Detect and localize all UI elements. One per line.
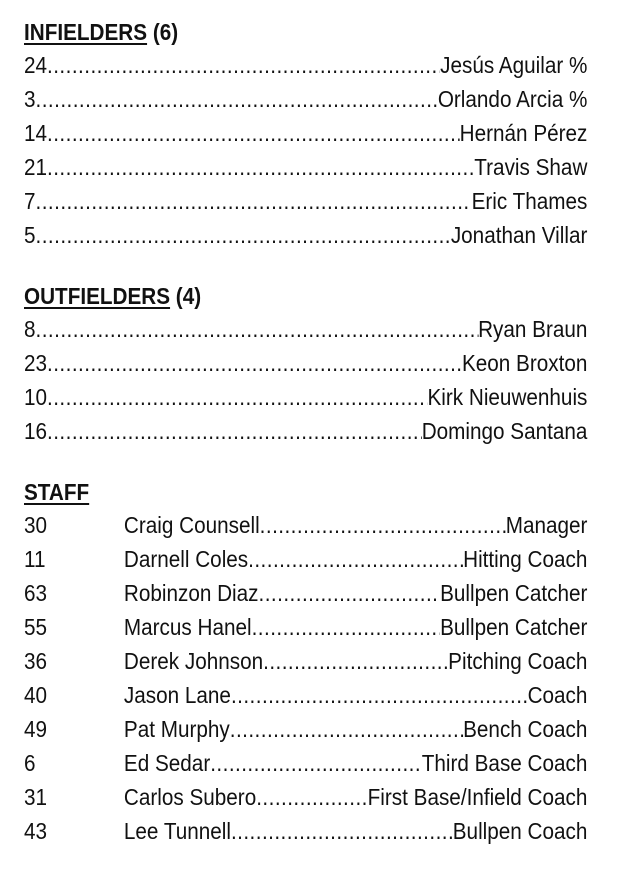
player-row xyxy=(24,312,587,346)
staff-row xyxy=(24,678,587,712)
player-row xyxy=(24,218,587,252)
staff-number: 63 xyxy=(24,580,48,606)
staff-number: 55 xyxy=(24,614,48,640)
staff-number: 40 xyxy=(24,682,48,708)
player-row xyxy=(24,414,587,448)
player-name: Jesús Aguilar % xyxy=(440,52,588,78)
staff-name: Lee Tunnell xyxy=(123,818,231,844)
staff-number: 36 xyxy=(24,648,48,674)
dot-leader xyxy=(47,48,440,82)
player-number: 3 xyxy=(24,86,36,112)
dot-leader xyxy=(248,542,463,576)
staff-row xyxy=(24,644,587,678)
player-row xyxy=(24,184,587,218)
player-row xyxy=(24,48,587,82)
dot-leader xyxy=(47,150,474,184)
dot-leader xyxy=(259,576,441,610)
dot-leader xyxy=(260,508,506,542)
dot-leader xyxy=(36,82,438,116)
player-number: 24 xyxy=(24,52,48,78)
dot-leader xyxy=(231,678,528,712)
outfielders-title: OUTFIELDERS xyxy=(24,283,171,309)
player-row xyxy=(24,346,587,380)
player-name: Orlando Arcia % xyxy=(437,86,588,112)
staff-number: 30 xyxy=(24,512,48,538)
staff-row xyxy=(24,814,587,848)
roster-page xyxy=(24,16,588,848)
player-row xyxy=(24,150,587,184)
infielders-list xyxy=(24,48,588,252)
infielders-title: INFIELDERS xyxy=(24,19,148,45)
staff-title: STAFF xyxy=(24,479,90,505)
player-number: 21 xyxy=(24,154,48,180)
staff-number: 49 xyxy=(24,716,48,742)
player-number: 5 xyxy=(24,222,36,248)
staff-role: Third Base Coach xyxy=(421,750,588,776)
dot-leader xyxy=(47,346,462,380)
staff-list xyxy=(24,508,588,848)
player-name: Kirk Nieuwenhuis xyxy=(427,384,588,410)
player-number: 14 xyxy=(24,120,48,146)
dot-leader xyxy=(230,712,463,746)
section-spacer xyxy=(24,252,588,280)
staff-role: Bullpen Catcher xyxy=(440,614,588,640)
outfielders-list xyxy=(24,312,588,448)
dot-leader xyxy=(36,184,472,218)
outfielders-count: (4) xyxy=(175,283,202,309)
dot-leader xyxy=(47,116,460,150)
dot-leader xyxy=(252,610,441,644)
player-name: Eric Thames xyxy=(471,188,588,214)
staff-row xyxy=(24,746,587,780)
player-row xyxy=(24,82,587,116)
dot-leader xyxy=(36,218,451,252)
infielders-heading xyxy=(24,16,532,48)
player-number: 16 xyxy=(24,418,48,444)
staff-name: Jason Lane xyxy=(123,682,231,708)
staff-name: Marcus Hanel xyxy=(123,614,252,640)
staff-name: Carlos Subero xyxy=(123,784,257,810)
player-name: Jonathan Villar xyxy=(450,222,588,248)
staff-name: Craig Counsell xyxy=(123,512,260,538)
player-name: Keon Broxton xyxy=(461,350,588,376)
staff-number: 11 xyxy=(24,546,46,572)
staff-role: First Base/Infield Coach xyxy=(367,784,588,810)
dot-leader xyxy=(263,644,448,678)
staff-number: 31 xyxy=(24,784,48,810)
staff-role: Pitching Coach xyxy=(448,648,588,674)
dot-leader xyxy=(47,414,422,448)
player-number: 8 xyxy=(24,316,36,342)
staff-number: 6 xyxy=(24,750,36,776)
outfielders-heading xyxy=(24,280,532,312)
staff-name: Pat Murphy xyxy=(123,716,230,742)
staff-role: Manager xyxy=(505,512,588,538)
player-name: Hernán Pérez xyxy=(459,120,588,146)
staff-role: Bullpen Catcher xyxy=(440,580,588,606)
staff-role: Coach xyxy=(527,682,588,708)
player-row xyxy=(24,116,587,150)
staff-heading xyxy=(24,476,532,508)
section-spacer xyxy=(24,448,588,476)
staff-name: Ed Sedar xyxy=(123,750,211,776)
player-name: Travis Shaw xyxy=(474,154,588,180)
infielders-count: (6) xyxy=(152,19,179,45)
staff-row xyxy=(24,508,587,542)
staff-number: 43 xyxy=(24,818,48,844)
dot-leader xyxy=(231,814,453,848)
staff-name: Derek Johnson xyxy=(123,648,264,674)
dot-leader xyxy=(36,312,479,346)
player-name: Domingo Santana xyxy=(421,418,588,444)
staff-name: Robinzon Diaz xyxy=(123,580,259,606)
staff-row xyxy=(24,576,587,610)
staff-name: Darnell Coles xyxy=(123,546,249,572)
staff-role: Bench Coach xyxy=(463,716,588,742)
player-name: Ryan Braun xyxy=(478,316,588,342)
dot-leader xyxy=(210,746,421,780)
staff-role: Hitting Coach xyxy=(463,546,588,572)
dot-leader xyxy=(47,380,427,414)
staff-row xyxy=(24,542,587,576)
staff-role: Bullpen Coach xyxy=(452,818,588,844)
staff-row xyxy=(24,610,587,644)
player-row xyxy=(24,380,587,414)
dot-leader xyxy=(256,780,367,814)
player-number: 10 xyxy=(24,384,48,410)
player-number: 7 xyxy=(24,188,36,214)
player-number: 23 xyxy=(24,350,48,376)
staff-row xyxy=(24,712,587,746)
staff-row xyxy=(24,780,587,814)
